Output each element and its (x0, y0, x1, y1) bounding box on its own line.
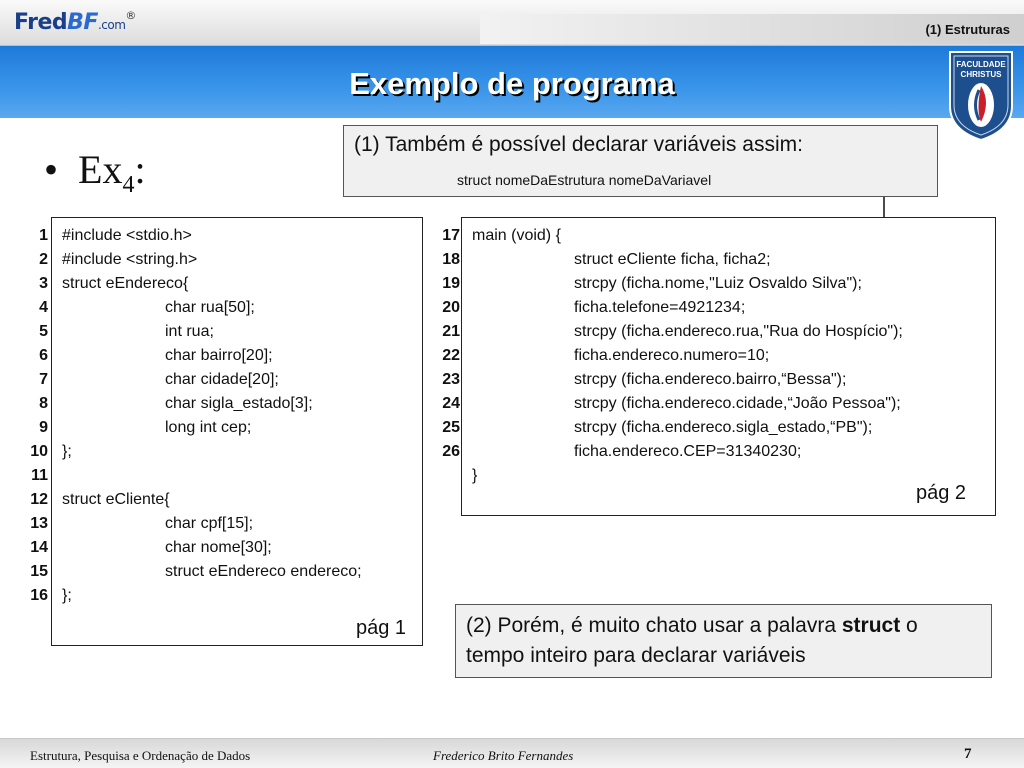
slide-title: Exemplo de programa (349, 66, 675, 101)
faculdade-christus-crest-icon (946, 50, 1016, 142)
line-number: 22 (442, 347, 460, 364)
code-line: strcpy (ficha.endereco.cidade,“João Pessoa"); (574, 395, 901, 412)
code-line: char sigla_estado[3]; (165, 395, 313, 412)
logo-part-bf: BF (67, 10, 98, 35)
code-line: } (472, 467, 478, 484)
line-number: 16 (30, 587, 48, 604)
callout1-code: struct nomeDaEstrutura nomeDaVariavel (457, 172, 712, 188)
line-number: 1 (39, 227, 48, 244)
code-line: ficha.endereco.numero=10; (574, 347, 770, 364)
code-line: char bairro[20]; (165, 347, 273, 364)
code-line: ficha.endereco.CEP=31340230; (574, 443, 802, 460)
code-line: struct eEndereco endereco; (165, 563, 362, 580)
line-number: 10 (30, 443, 48, 460)
line-number: 23 (442, 371, 460, 388)
code-line: strcpy (ficha.endereco.sigla_estado,“PB"); (574, 419, 873, 436)
line-number: 7 (39, 371, 48, 388)
line-number: 14 (30, 539, 48, 556)
code-line: struct eEndereco{ (62, 275, 189, 292)
footer-course: Estrutura, Pesquisa e Ordenação de Dados (30, 748, 251, 763)
code-line: char cpf[15]; (165, 515, 254, 532)
code-line: strcpy (ficha.nome,"Luiz Osvaldo Silva"); (574, 275, 862, 292)
fredbf-logo (14, 10, 136, 35)
top-header-bar (0, 0, 1024, 46)
code-line: int rua; (165, 323, 214, 340)
bullet-subscript: 4 (122, 172, 135, 198)
registered-mark: ® (125, 9, 136, 22)
callout2-text-1: (2) Porém, é muito chato usar a palavra (466, 614, 842, 637)
footer-author: Frederico Brito Fernandes (433, 748, 574, 763)
code-line: #include <string.h> (62, 251, 198, 268)
callout2-text-2: o tempo inteiro para declarar variáveis (466, 614, 918, 667)
line-number: 26 (442, 443, 460, 460)
line-number: 20 (442, 299, 460, 316)
line-number: 11 (31, 467, 48, 484)
callout1-text: (1) Também é possível declarar variáveis assim: (354, 133, 803, 156)
code-line: main (void) { (472, 227, 561, 244)
code-line: struct eCliente ficha, ficha2; (574, 251, 771, 268)
page-1-label: pág 1 (356, 617, 407, 639)
code-line: long int cep; (165, 419, 252, 436)
callout2-bold-struct: struct (841, 614, 901, 637)
logo-part-fred: Fred (14, 10, 68, 35)
line-number: 9 (39, 419, 48, 436)
code-line: strcpy (ficha.endereco.rua,"Rua do Hospício"); (574, 323, 903, 340)
line-number: 4 (39, 299, 48, 316)
crest-line-1: FACULDADE (956, 60, 1006, 69)
line-number: 6 (39, 347, 48, 364)
line-number: 19 (442, 275, 460, 292)
logo-part-com: .com (97, 18, 126, 32)
line-number: 15 (30, 563, 48, 580)
code-line: strcpy (ficha.endereco.bairro,“Bessa"); (574, 371, 847, 388)
line-number: 5 (39, 323, 48, 340)
line-number: 24 (442, 395, 460, 412)
code-line: }; (62, 587, 72, 604)
code-line: ficha.telefone=4921234; (574, 299, 746, 316)
bullet-colon: : (134, 147, 146, 192)
line-number: 25 (442, 419, 460, 436)
footer-bar (0, 738, 1024, 768)
title-bar (0, 46, 1024, 118)
footer-page-number: 7 (964, 746, 972, 762)
code-line: char nome[30]; (165, 539, 272, 556)
line-number: 13 (30, 515, 48, 532)
section-label: (1) Estruturas (925, 22, 1010, 37)
callout-struct-annoying (455, 604, 992, 678)
crest-line-2: CHRISTUS (960, 70, 1002, 79)
bullet-mark: • (44, 147, 59, 192)
line-number: 2 (39, 251, 48, 268)
line-number (430, 464, 460, 487)
code-line: }; (62, 443, 72, 460)
line-number: 18 (442, 251, 460, 268)
line-number: 17 (442, 227, 460, 244)
bullet-ex4 (44, 146, 146, 199)
code-line: char cidade[20]; (165, 371, 279, 388)
line-number: 21 (442, 323, 460, 340)
bullet-text: Ex (78, 147, 123, 192)
page-2-label: pág 2 (916, 482, 967, 504)
line-number: 12 (30, 491, 48, 508)
code-line: struct eCliente{ (62, 491, 170, 508)
code-line: char rua[50]; (165, 299, 255, 316)
code-line: #include <stdio.h> (62, 227, 192, 244)
line-number: 3 (39, 275, 48, 292)
callout-declare-variables (343, 125, 938, 197)
line-number: 8 (39, 395, 48, 412)
